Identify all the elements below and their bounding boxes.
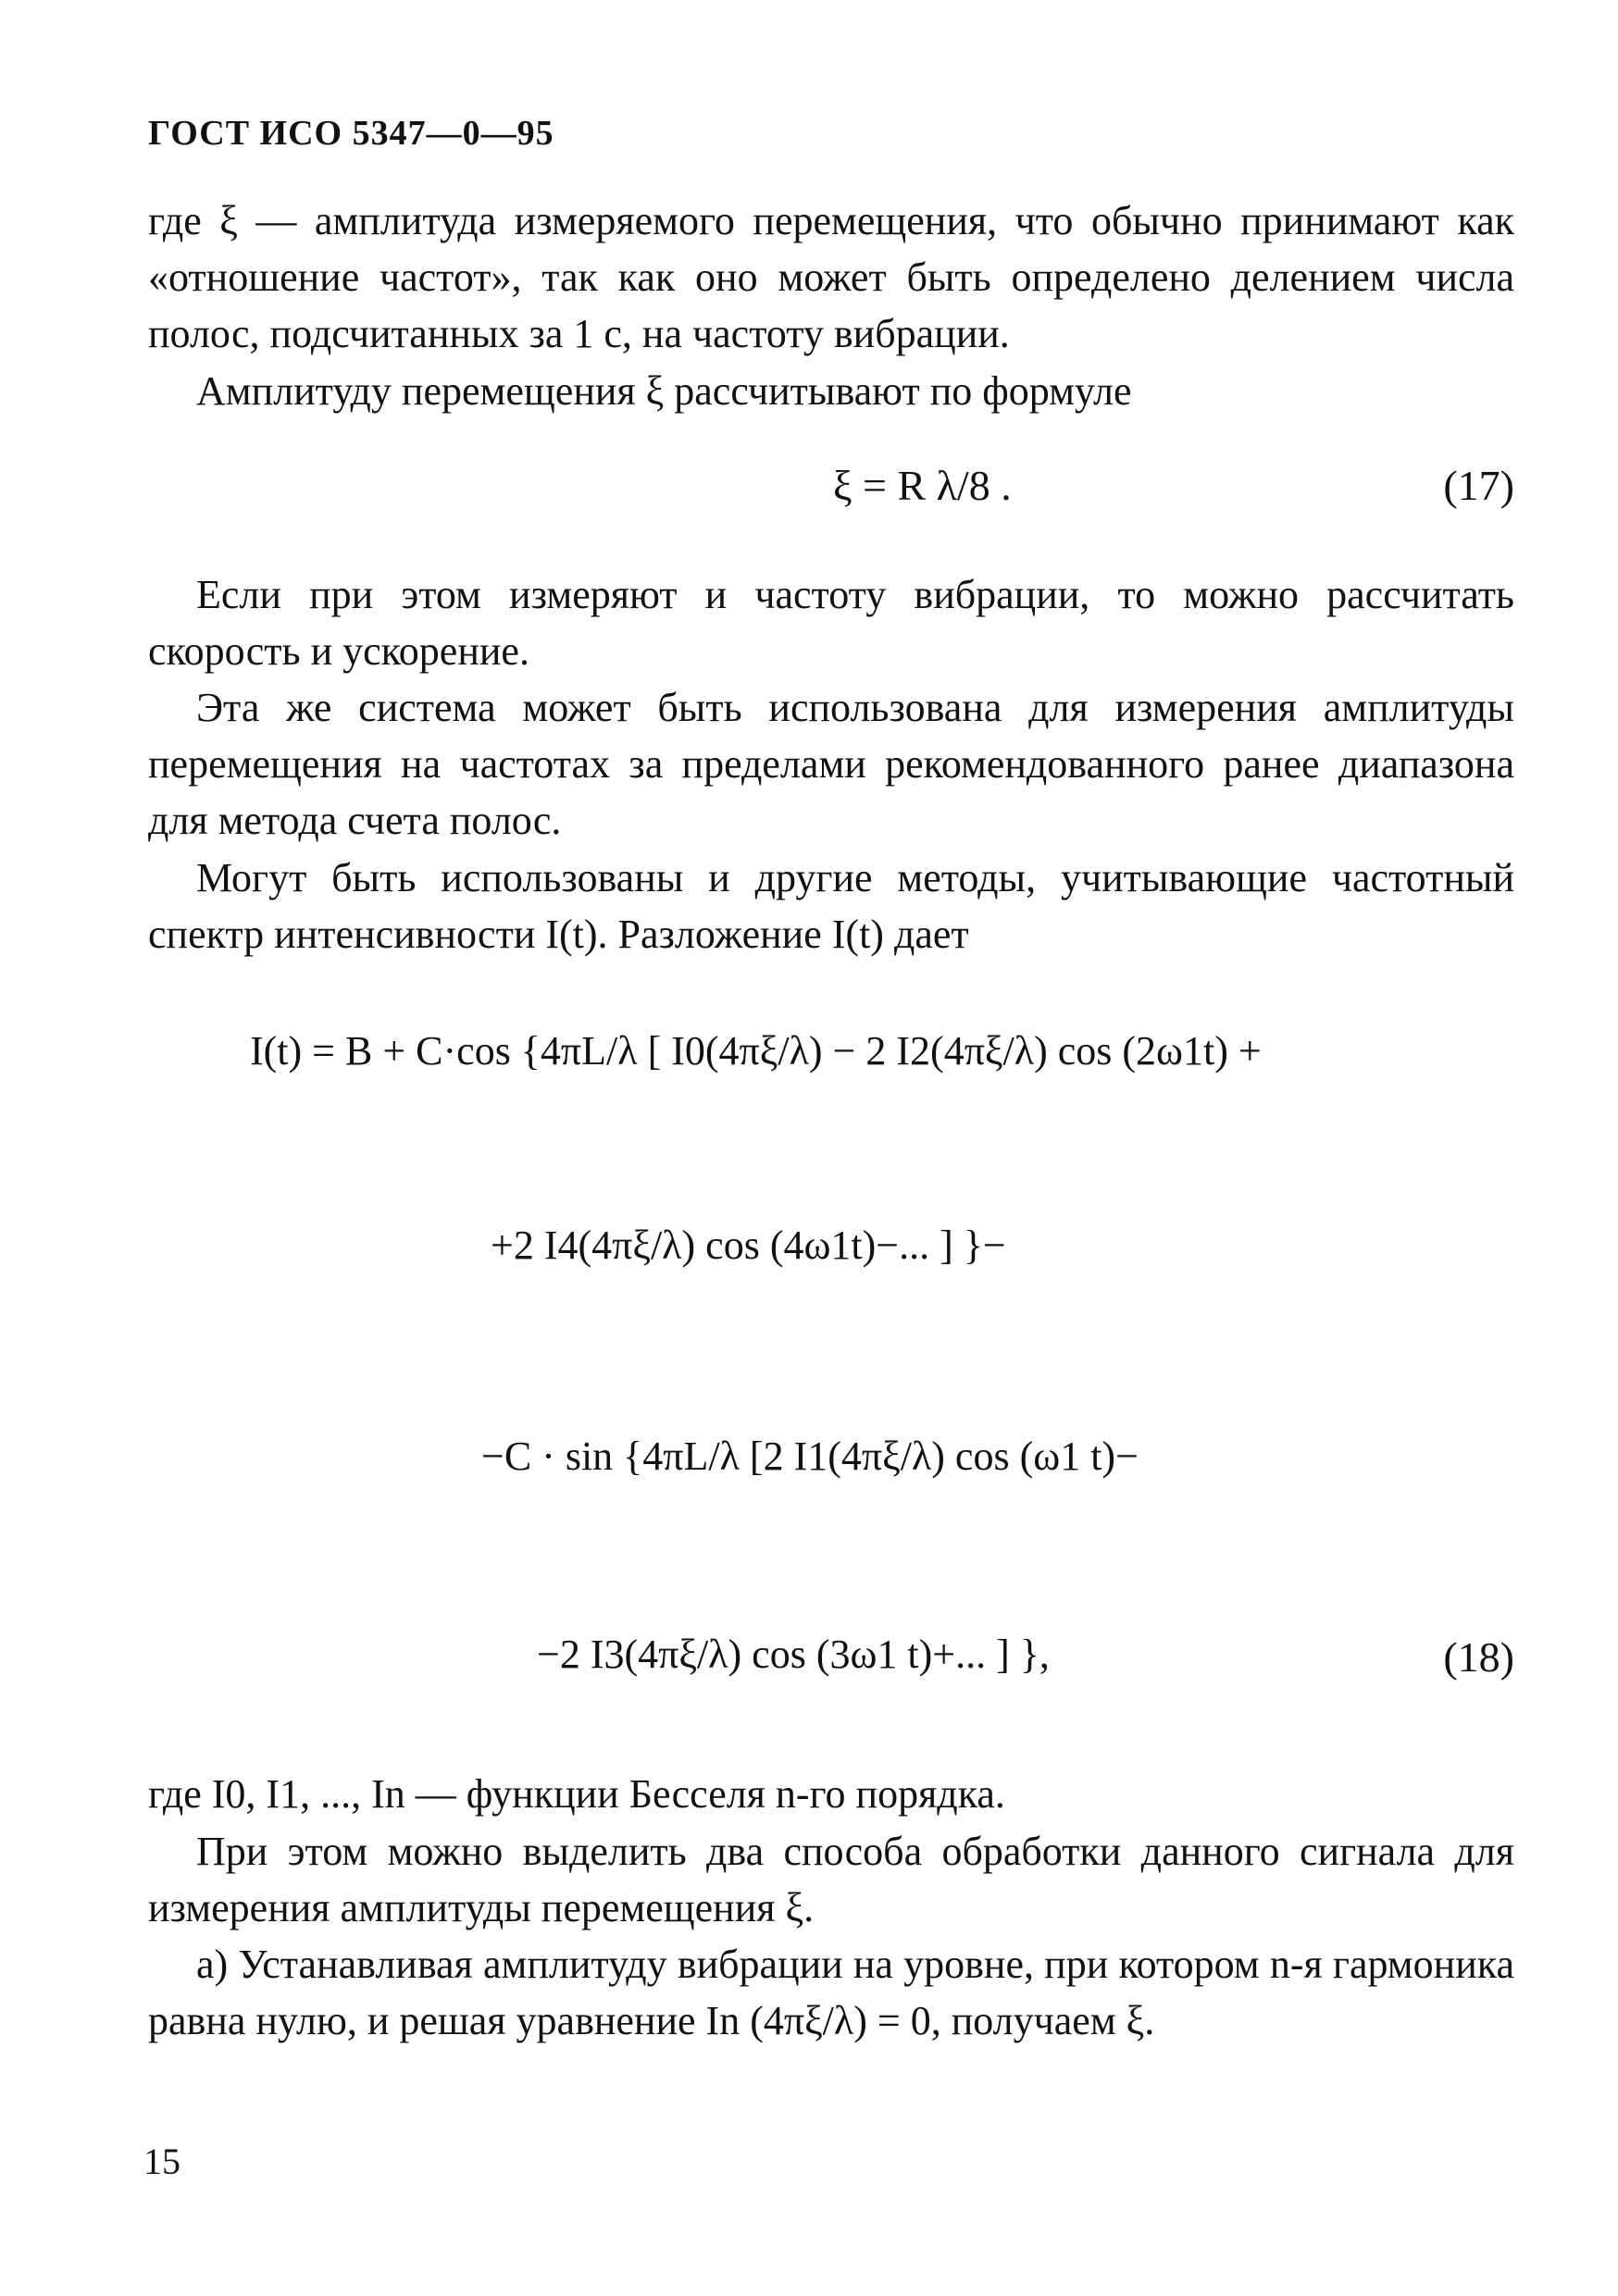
equation-17-body: ξ = R λ/8 . [833, 462, 1012, 509]
equation-18-line-2: +2 I4(4πξ/λ) cos (4ω1t)−... ] }− [491, 1222, 1006, 1268]
paragraph-xi-definition: где ξ — амплитуда измеряемого перемещения, что обычно принимают как «отношение частот», так как оно может быть определено делением числа полос, подсчитанных за 1 с, на частоту вибрации. [148, 198, 1514, 356]
equation-17-number: (17) [1443, 462, 1514, 509]
paragraph-velocity: Если при этом измеряют и частоту вибрации, то можно рассчитать скорость и ускорение. [148, 572, 1514, 674]
equation-18-number: (18) [1443, 1633, 1514, 1681]
equation-18-line-3: −C · sin {4πL/λ [2 I1(4πξ/λ) cos (ω1 t)− [481, 1433, 1139, 1479]
paragraph-formula-intro: Амплитуду перемещения ξ рассчитывают по формуле [196, 368, 1132, 414]
paragraph-system: Эта же система может быть использована для измерения амплитуды перемещения на частотах за пределами рекомендованного ранее диапазона для метода счета полос. [148, 685, 1514, 843]
paragraph-method-a: а) Устанавливая амплитуду вибрации на уровне, при котором n-я гармоника равна нулю, и решая уравнение In (4πξ/λ) = 0, получаем ξ. [148, 1942, 1514, 2043]
paragraph-bessel: где I0, I1, ..., In — функции Бесселя n-го порядка. [148, 1771, 1005, 1817]
document-header: ГОСТ ИСО 5347—0—95 [148, 114, 554, 153]
paragraph-two-methods: При этом можно выделить два способа обработки данного сигнала для измерения амплитуды перемещения ξ. [148, 1829, 1514, 1930]
equation-18-line-4: −2 I3(4πξ/λ) cos (3ω1 t)+... ] }, [537, 1632, 1050, 1677]
equation-17 [148, 461, 1514, 520]
paragraph-other-methods: Могут быть использованы и другие методы, учитывающие частотный спектр интенсивности I(t). Разложение I(t) дает [148, 855, 1514, 957]
page-number: 15 [143, 2141, 180, 2182]
equation-18-line-1: I(t) = B + C·cos {4πL/λ [ I0(4πξ/λ) − 2 I2(4πξ/λ) cos (2ω1t) + [250, 1028, 1262, 1074]
